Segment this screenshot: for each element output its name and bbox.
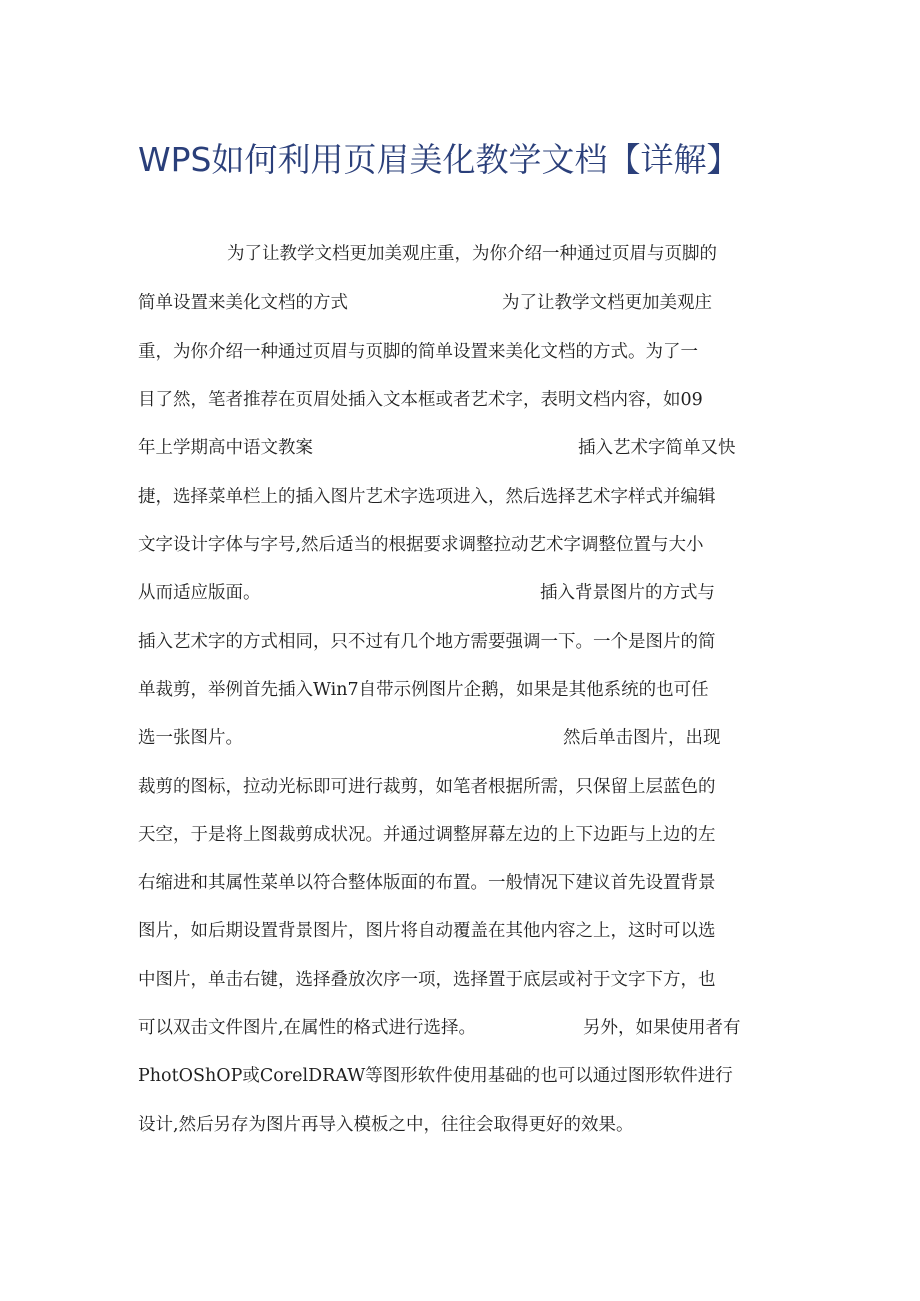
paragraph-line: 单裁剪，举例首先插入Win7自带示例图片企鹅，如果是其他系统的也可任 (138, 680, 709, 700)
line-segment: 为了让教学文档更加美观庄 (502, 293, 712, 313)
line-segment: 插入艺术字简单又快 (578, 438, 736, 458)
line-segment: 插入背景图片的方式与 (540, 583, 715, 603)
paragraph-line: 天空，于是将上图裁剪成状况。并通过调整屏幕左边的上下边距与上边的左 (138, 825, 716, 845)
paragraph-line (138, 289, 798, 313)
line-segment: 年上学期高中语文教案 (138, 438, 313, 458)
paragraph-line: 为了让教学文档更加美观庄重，为你介绍一种通过页眉与页脚的 (227, 244, 717, 264)
line-segment: 简单设置来美化文档的方式 (138, 293, 348, 313)
paragraph-line: PhotOShOP或CorelDRAW等图形软件使用基础的也可以通过图形软件进行 (138, 1066, 733, 1086)
paragraph-line (138, 724, 798, 748)
paragraph-line: 插入艺术字的方式相同，只不过有几个地方需要强调一下。一个是图片的简 (138, 632, 716, 652)
paragraph-line: 裁剪的图标，拉动光标即可进行裁剪，如笔者根据所需，只保留上层蓝色的 (138, 777, 716, 797)
paragraph-line: 重，为你介绍一种通过页眉与页脚的简单设置来美化文档的方式。为了一 (138, 342, 698, 362)
paragraph-line: 文字设计字体与字号,然后适当的根据要求调整拉动艺术字调整位置与大小 (138, 535, 704, 555)
paragraph-line (138, 1014, 798, 1038)
paragraph-line (138, 579, 798, 603)
document-title: WPS如何利用页眉美化教学文档【详解】 (138, 140, 740, 179)
paragraph-line: 目了然，笔者推荐在页眉处插入文本框或者艺术字，表明文档内容，如09 (138, 390, 703, 410)
line-segment: 可以双击文件图片,在属性的格式进行选择。 (138, 1018, 477, 1038)
paragraph-line (138, 434, 798, 458)
paragraph-line: 图片，如后期设置背景图片，图片将自动覆盖在其他内容之上，这时可以选 (138, 921, 716, 941)
paragraph-line: 中图片，单击右键，选择叠放次序一项，选择置于底层或衬于文字下方，也 (138, 970, 716, 990)
line-segment: 从而适应版面。 (138, 583, 261, 603)
line-segment: 选一张图片。 (138, 728, 243, 748)
line-segment: 然后单击图片，出现 (563, 728, 721, 748)
paragraph-line: 设计,然后另存为图片再导入模板之中，往往会取得更好的效果。 (138, 1115, 634, 1135)
paragraph-line: 右缩进和其属性菜单以符合整体版面的布置。一般情况下建议首先设置背景 (138, 873, 716, 893)
line-segment: 另外，如果使用者有 (583, 1018, 741, 1038)
paragraph-line: 捷，选择菜单栏上的插入图片艺术字选项进入，然后选择艺术字样式并编辑 (138, 487, 716, 507)
